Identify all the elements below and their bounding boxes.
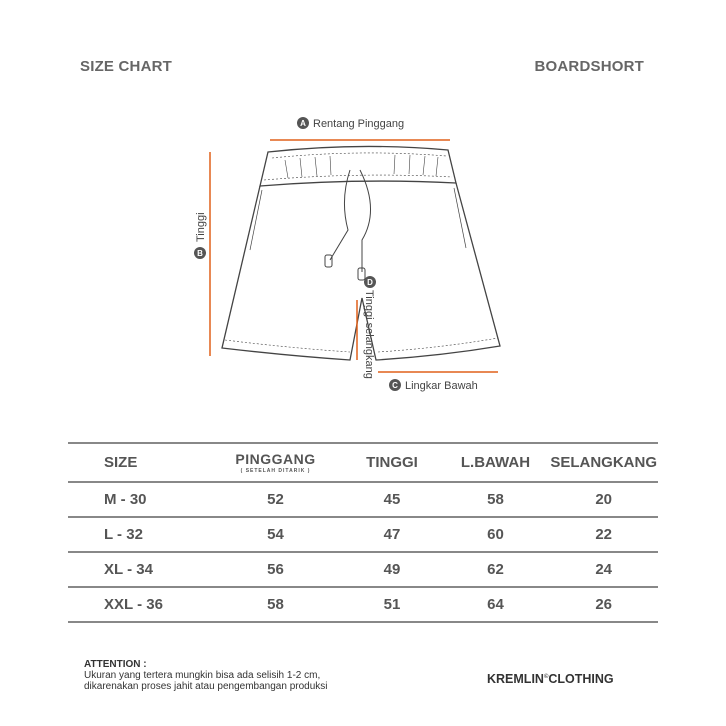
attention-title: ATTENTION :: [84, 659, 147, 670]
brand-logo: [487, 672, 614, 686]
label-c-text: Lingkar Bawah: [405, 380, 478, 392]
header-selangkang: SELANGKANG: [550, 454, 657, 471]
attention-line-1: Ukuran yang tertera mungkin bisa ada selisih 1-2 cm,: [84, 670, 321, 681]
table-header-row: [68, 443, 658, 482]
brand-left: KREMLIN: [487, 672, 544, 686]
label-b: [194, 212, 207, 259]
label-d: [363, 276, 376, 379]
cell-tinggi: 49: [383, 561, 401, 578]
product-type-title: BOARDSHORT: [534, 58, 644, 75]
header-lbawah: L.BAWAH: [460, 454, 531, 471]
label-d-text: Tinggi selangkang: [363, 290, 375, 379]
brand-mark: ©: [543, 673, 549, 680]
table-row: [68, 587, 658, 622]
header-size: SIZE: [104, 454, 138, 471]
attention-line-2: dikarenakan proses jahit atau pengembangan produksi: [84, 681, 328, 692]
cell-pinggang: 56: [267, 561, 284, 578]
header-pinggang-label: PINGGANG: [235, 451, 316, 467]
table-row: [68, 552, 658, 587]
shorts-outline: [222, 146, 500, 360]
cell-size: XXL - 36: [104, 596, 163, 613]
attention-note: [84, 659, 328, 692]
label-a-text: Rentang Pinggang: [313, 118, 405, 130]
size-table: [68, 442, 658, 623]
table-row: [68, 517, 658, 552]
badge-d-text: D: [367, 278, 373, 287]
label-b-text: Tinggi: [195, 212, 207, 242]
cell-pinggang: 52: [267, 491, 284, 508]
cell-size: L - 32: [104, 526, 143, 543]
cell-pinggang: 54: [267, 526, 284, 543]
badge-a-text: A: [300, 119, 306, 128]
cell-lbawah: 58: [487, 491, 504, 508]
label-c: [389, 379, 478, 392]
cell-tinggi: 51: [383, 596, 401, 613]
cell-lbawah: 64: [487, 596, 504, 613]
header-tinggi: TINGGI: [366, 454, 418, 471]
cell-lbawah: 60: [487, 526, 504, 543]
size-chart-title: SIZE CHART: [80, 58, 172, 75]
table-row: [68, 482, 658, 517]
cell-selangkang: 20: [595, 491, 612, 508]
label-a: [297, 117, 404, 130]
cell-selangkang: 26: [595, 596, 612, 613]
cell-tinggi: 45: [383, 491, 401, 508]
brand-right: CLOTHING: [548, 672, 614, 686]
cell-selangkang: 22: [595, 526, 612, 543]
header-pinggang: [209, 443, 343, 482]
cell-pinggang: 58: [267, 596, 284, 613]
cell-size: XL - 34: [104, 561, 153, 578]
cell-tinggi: 47: [383, 526, 401, 543]
badge-c-text: C: [392, 381, 398, 390]
cell-lbawah: 62: [487, 561, 504, 578]
header-pinggang-note: ( SETELAH DITARIK ): [240, 468, 311, 474]
cell-selangkang: 24: [595, 561, 612, 578]
cell-size: M - 30: [104, 491, 147, 508]
badge-b-text: B: [197, 249, 203, 258]
